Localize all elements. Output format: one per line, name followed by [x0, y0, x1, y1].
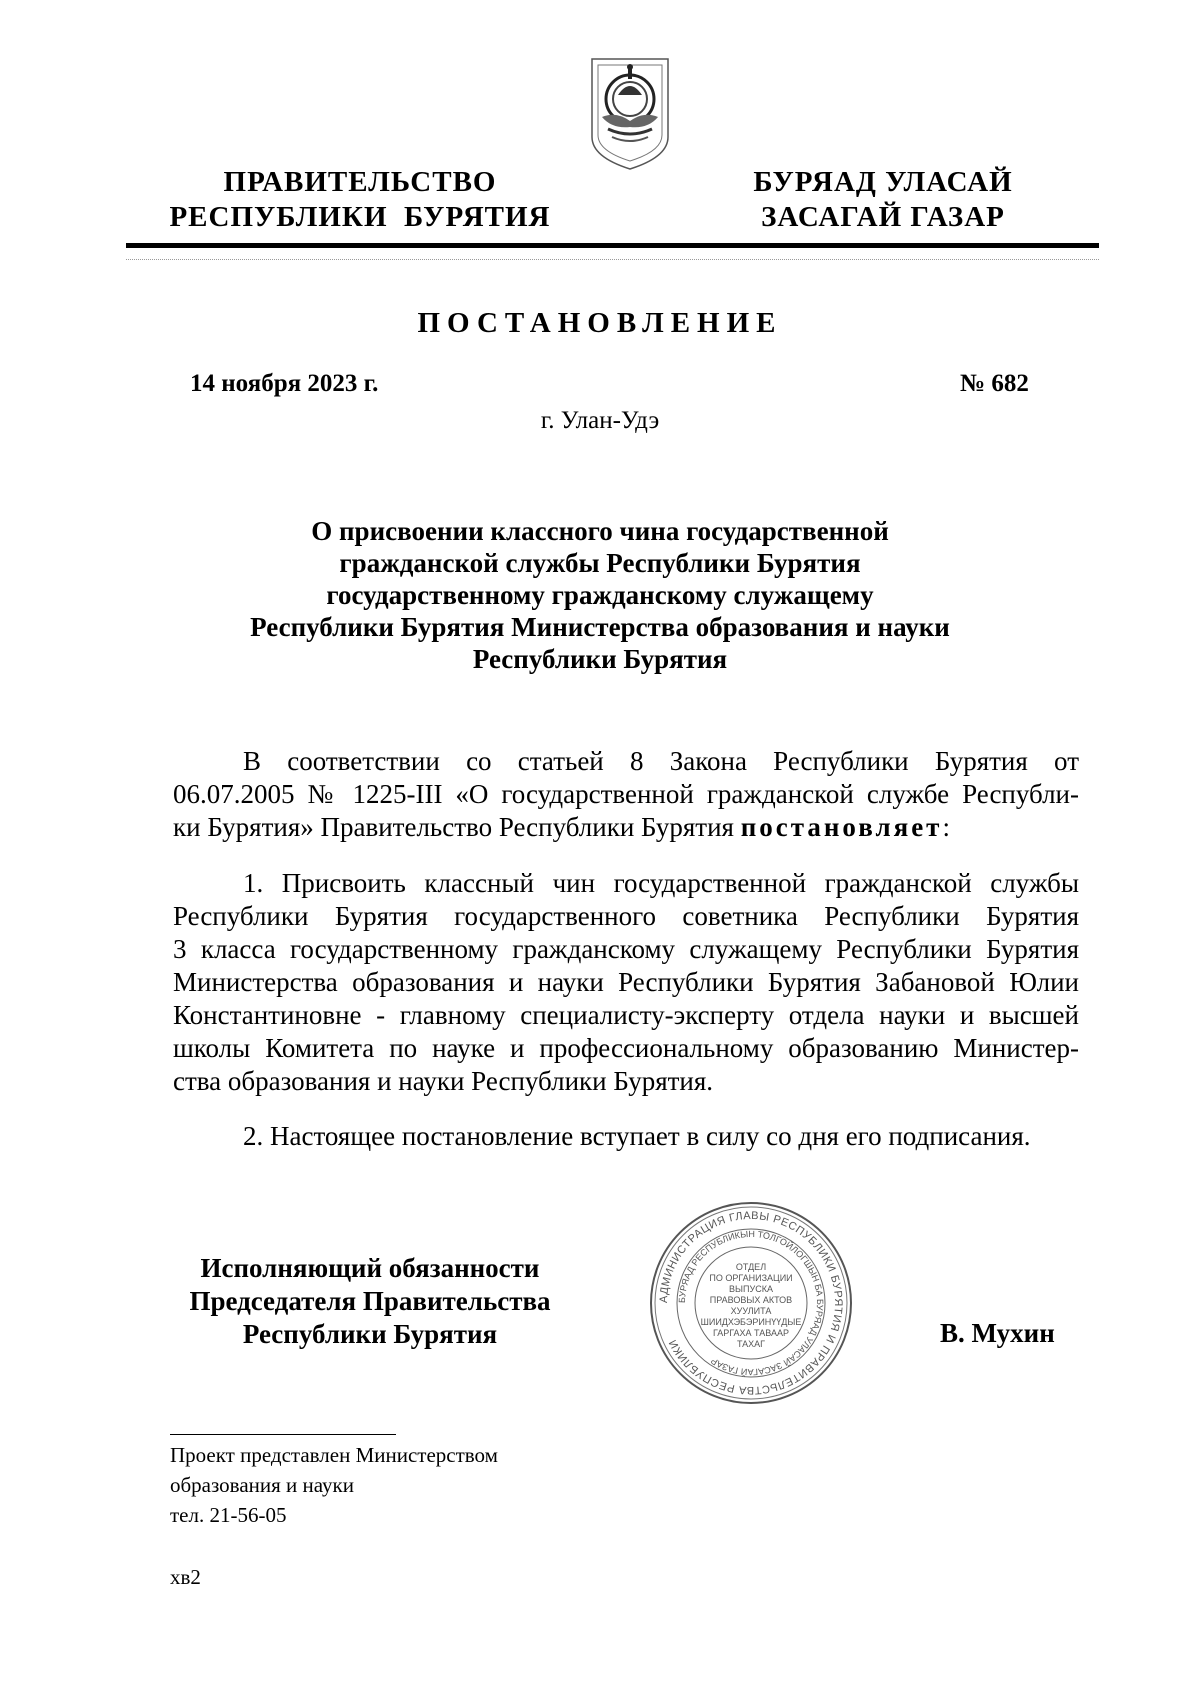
coat-of-arms-emblem	[588, 55, 672, 173]
seal-center-line: ПРАВОВЫХ АКТОВ	[709, 1295, 793, 1305]
subject-line: государственному гражданскому служащему	[326, 580, 874, 610]
clause-line: Константиновне - главному специалисту-эксперту отдела науки и высшей	[173, 1000, 1079, 1030]
clause-line: Республики Бурятия государственного советника Республики Бурятия	[173, 901, 1079, 931]
clause-line: ства образования и науки Республики Бурятия.	[173, 1066, 714, 1096]
preamble-line: 06.07.2005 № 1225-III «О государственной гражданской службе Республи-	[173, 779, 1079, 809]
seal-center-line: ПО ОРГАНИЗАЦИИ	[709, 1273, 793, 1283]
document-subject	[150, 515, 1050, 675]
clause-line: школы Комитета по науке и профессиональному образованию Министер-	[173, 1033, 1079, 1063]
org-ru-line1: ПРАВИТЕЛЬСТВО	[223, 166, 497, 198]
preamble-line	[173, 811, 1079, 844]
seal-center-line: ГАРГАХА ТАВААР	[713, 1328, 789, 1338]
clause-line: 2. Настоящее постановление вступает в силу со дня его подписания.	[243, 1121, 1031, 1151]
seal-center-line: ТАХАГ	[736, 1339, 766, 1349]
clause-line: Министерства образования и науки Республики Бурятия Забановой Юлии	[173, 967, 1079, 997]
preamble-colon: :	[942, 812, 950, 842]
preamble-paragraph	[173, 745, 1079, 844]
footnote-line: образования и науки	[170, 1473, 354, 1497]
seal-inner-text: БУРЯАД РЕСПУБЛИКЫН ТОЛГОЙЛОГШЫН БА БУРЯАД УЛАСАЙ ЗАСАГАЙ ГАЗАР	[676, 1228, 826, 1378]
seal-center-line: ХУУЛИТА	[730, 1306, 772, 1316]
footnote-rule	[170, 1434, 396, 1435]
document-type: ПОСТАНОВЛЕНИЕ	[417, 307, 783, 339]
header-dotted-rule	[126, 259, 1099, 260]
seal-outer-text: АДМИНИСТРАЦИЯ ГЛАВЫ РЕСПУБЛИКИ БУРЯТИЯ И ПРАВИТЕЛЬСТВА РЕСПУБЛИКИ	[657, 1209, 845, 1397]
signatory-title-line: Председателя Правительства	[189, 1286, 551, 1316]
subject-line: О присвоении классного чина государственной	[311, 516, 889, 546]
clause-2-paragraph	[173, 1120, 1079, 1153]
decree-verb: постановляет	[740, 812, 943, 842]
subject-line: Республики Бурятия Министерства образования и науки	[250, 612, 950, 642]
subject-line: гражданской службы Республики Бурятия	[339, 548, 861, 578]
header-rule	[126, 243, 1099, 248]
seal-center-line: ОТДЕЛ	[735, 1262, 767, 1272]
signatory-title	[170, 1252, 570, 1351]
document-city: г. Улан-Удэ	[540, 407, 660, 434]
seal-center-line: ШИИДХЭБЭРИНҮҮДЫЕ	[700, 1317, 802, 1327]
clause-line: 1. Присвоить классный чин государственной гражданской службы	[243, 868, 1079, 898]
signatory-title-line: Республики Бурятия	[242, 1319, 498, 1349]
government-name-buryat	[718, 165, 1048, 235]
seal-center-line: ВЫПУСКА	[729, 1284, 773, 1294]
subject-line: Республики Бурятия	[472, 644, 728, 674]
org-bua-line2: ЗАСАГАЙ ГАЗАР	[761, 201, 1005, 233]
org-bua-line1: БУРЯАД УЛАСАЙ	[753, 166, 1013, 198]
official-seal-stamp	[648, 1200, 854, 1406]
footnote-line: тел. 21-56-05	[170, 1503, 287, 1527]
document-code: хв2	[170, 1565, 201, 1589]
clause-line: 3 класса государственному гражданскому служащему Республики Бурятия	[173, 934, 1079, 964]
signatory-title-line: Исполняющий обязанности	[200, 1253, 540, 1283]
document-date: 14 ноября 2023 г.	[190, 370, 379, 397]
footnote-line: Проект представлен Министерством	[170, 1443, 498, 1467]
org-ru-line2: РЕСПУБЛИКИ БУРЯТИЯ	[169, 201, 551, 233]
footnote	[170, 1440, 498, 1530]
document-number: № 682	[960, 370, 1029, 397]
government-name-russian	[150, 165, 570, 235]
preamble-text: ки Бурятия» Правительство Республики Бурятия	[173, 812, 741, 842]
preamble-line: В соответствии со статьей 8 Закона Республики Бурятия от	[243, 746, 1079, 776]
signatory-name: В. Мухин	[940, 1318, 1055, 1348]
clause-1-paragraph	[173, 867, 1079, 1098]
